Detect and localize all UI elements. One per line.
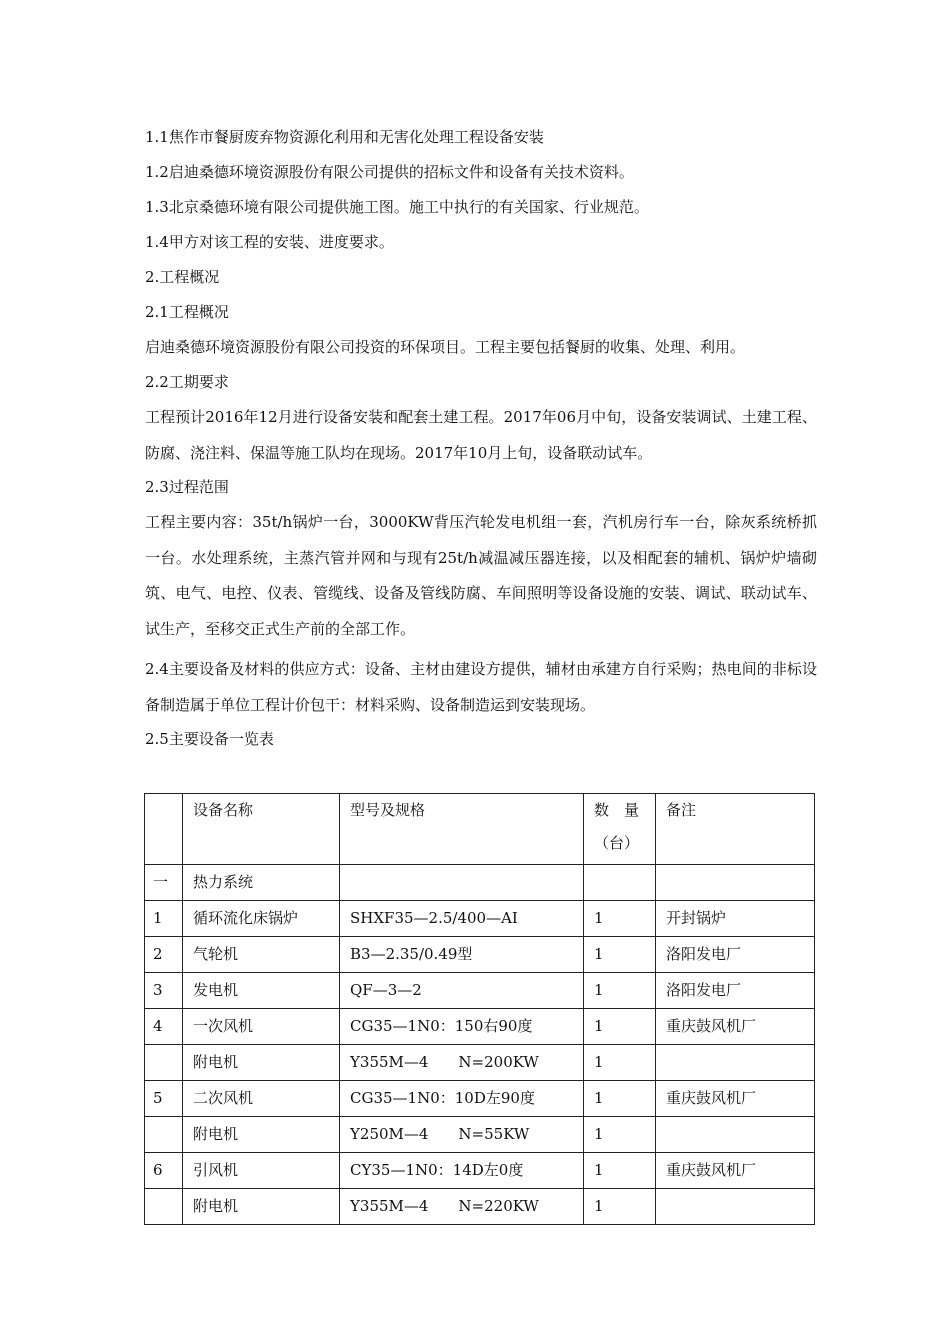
cell-remark (656, 1117, 815, 1153)
cell-model-spec: Y355M—4 N=200KW (340, 1045, 584, 1081)
cell-quantity: 1 (584, 973, 656, 1009)
cell-index: 4 (145, 1009, 183, 1045)
cell-remark: 重庆鼓风机厂 (656, 1009, 815, 1045)
clause-1-1: 1.1焦作市餐厨废弃物资源化利用和无害化处理工程设备安装 (145, 128, 544, 146)
table-header-row (145, 794, 815, 865)
table-row (145, 1081, 815, 1117)
scope-text: 工程主要内容：35t/h锅炉一台，3000KW背压汽轮发电机组一套，汽机房行车一台，除灰系统桥抓一台。水处理系统，主蒸汽管并网和与现有25t/h减温减压器连接，以及相配套的辅机、锅炉炉墙砌筑、电气、电控、仪表、管缆线、设备及管线防腐、车间照明等设备设施的安装、调试、联动试车、试生产，至移交正式生产前的全部工作。 (145, 513, 817, 638)
cell-equipment-name: 附电机 (183, 1045, 340, 1081)
cell-model-spec: QF—3—2 (340, 973, 584, 1009)
section-2-2-heading: 2.2工期要求 (145, 373, 229, 391)
cell-index (145, 1117, 183, 1153)
cell-remark (656, 1045, 815, 1081)
clause-1-2: 1.2启迪桑德环境资源股份有限公司提供的招标文件和设备有关技术资料。 (145, 163, 634, 181)
cell-model-spec: B3—2.35/0.49型 (340, 937, 584, 973)
table-row (145, 1045, 815, 1081)
cell-model-spec: CG35—1N0：10D左90度 (340, 1081, 584, 1117)
cell-equipment-name: 循环流化床锅炉 (183, 901, 340, 937)
cell-equipment-name: 二次风机 (183, 1081, 340, 1117)
cell-remark: 重庆鼓风机厂 (656, 1081, 815, 1117)
table-row (145, 1117, 815, 1153)
table-row (145, 1153, 815, 1189)
header-equipment-name: 设备名称 (183, 794, 340, 865)
project-overview-text: 启迪桑德环境资源股份有限公司投资的环保项目。工程主要包括餐厨的收集、处理、利用。 (145, 338, 746, 356)
cell-quantity: 1 (584, 1189, 656, 1225)
header-index (145, 794, 183, 865)
cell-index: 5 (145, 1081, 183, 1117)
cell-equipment-name: 发电机 (183, 973, 340, 1009)
cell-index: 1 (145, 901, 183, 937)
cell-remark: 重庆鼓风机厂 (656, 1153, 815, 1189)
cell-index (145, 1045, 183, 1081)
cell-remark: 洛阳发电厂 (656, 973, 815, 1009)
cell-quantity: 1 (584, 1081, 656, 1117)
cell-quantity (584, 865, 656, 901)
table-row (145, 1189, 815, 1225)
cell-index: 2 (145, 937, 183, 973)
cell-quantity: 1 (584, 1153, 656, 1189)
supply-method-text: 2.4主要设备及材料的供应方式：设备、主材由建设方提供，辅材由承建方自行采购；热电间的非标设备制造属于单位工程计价包干：材料采购、设备制造运到安装现场。 (145, 660, 817, 714)
cell-model-spec: CG35—1N0：150右90度 (340, 1009, 584, 1045)
cell-index (145, 1189, 183, 1225)
cell-remark: 洛阳发电厂 (656, 937, 815, 973)
header-quantity (584, 794, 656, 865)
cell-quantity: 1 (584, 901, 656, 937)
section-2-5-heading: 2.5主要设备一览表 (145, 730, 274, 748)
equipment-table (144, 793, 815, 1225)
table-row (145, 973, 815, 1009)
cell-index: 6 (145, 1153, 183, 1189)
cell-model-spec: Y355M—4 N=220KW (340, 1189, 584, 1225)
header-quantity-line2: （台） (594, 834, 640, 852)
header-model-spec: 型号及规格 (340, 794, 584, 865)
header-remark: 备注 (656, 794, 815, 865)
cell-equipment-name: 热力系统 (183, 865, 340, 901)
table-row (145, 1009, 815, 1045)
cell-model-spec (340, 865, 584, 901)
cell-equipment-name: 附电机 (183, 1117, 340, 1153)
section-2-heading: 2.工程概况 (145, 268, 220, 286)
cell-remark (656, 1189, 815, 1225)
cell-quantity: 1 (584, 1117, 656, 1153)
cell-index: 一 (145, 865, 183, 901)
header-quantity-line1: 数 量 (594, 801, 640, 819)
table-row (145, 901, 815, 937)
cell-equipment-name: 一次风机 (183, 1009, 340, 1045)
cell-equipment-name: 气轮机 (183, 937, 340, 973)
table-row (145, 937, 815, 973)
cell-model-spec: SHXF35—2.5/400—AI (340, 901, 584, 937)
table-row (145, 865, 815, 901)
cell-remark (656, 865, 815, 901)
cell-equipment-name: 引风机 (183, 1153, 340, 1189)
schedule-text: 工程预计2016年12月进行设备安装和配套土建工程。2017年06月中旬，设备安装调试、土建工程、防腐、浇注料、保温等施工队均在现场。2017年10月上旬，设备联动试车。 (145, 408, 817, 462)
cell-equipment-name: 附电机 (183, 1189, 340, 1225)
section-2-1-heading: 2.1工程概况 (145, 303, 229, 321)
cell-quantity: 1 (584, 1009, 656, 1045)
clause-1-4: 1.4甲方对该工程的安装、进度要求。 (145, 233, 394, 251)
clause-1-3: 1.3北京桑德环境有限公司提供施工图。施工中执行的有关国家、行业规范。 (145, 198, 649, 216)
cell-remark: 开封锅炉 (656, 901, 815, 937)
section-2-3-heading: 2.3过程范围 (145, 478, 229, 496)
cell-quantity: 1 (584, 937, 656, 973)
cell-model-spec: Y250M—4 N=55KW (340, 1117, 584, 1153)
cell-quantity: 1 (584, 1045, 656, 1081)
cell-index: 3 (145, 973, 183, 1009)
cell-model-spec: CY35—1N0：14D左0度 (340, 1153, 584, 1189)
